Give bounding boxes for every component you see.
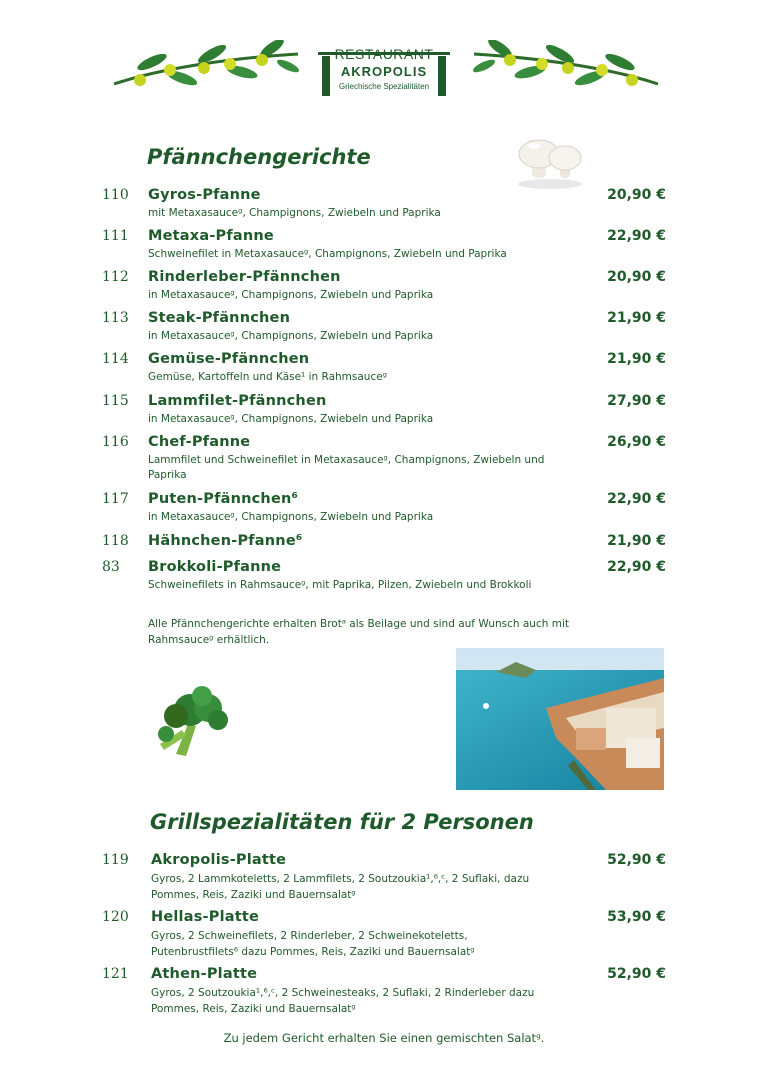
item-name: Steak-Pfännchen: [148, 310, 291, 326]
item-price: 21,90 €: [607, 310, 666, 326]
item-name: Gyros-Pfanne: [148, 187, 261, 203]
section-title-grillspezialitaeten: Grillspezialitäten für 2 Personen: [150, 810, 534, 834]
item-description: Lammfilet und Schweinefilet in Metaxasauceᵍ, Champignons, Zwiebeln und Paprika: [148, 454, 545, 481]
item-description: Schweinefilet in Metaxasauceᵍ, Champignons, Zwiebeln und Paprika: [148, 248, 507, 260]
item-name: Metaxa-Pfanne: [148, 228, 274, 244]
item-number: 119: [102, 852, 129, 868]
item-description: Gemüse, Kartoffeln und Käse¹ in Rahmsauceᵍ: [148, 371, 387, 383]
item-price: 21,90 €: [607, 351, 666, 367]
broccoli-image: [146, 684, 238, 758]
item-price: 21,90 €: [607, 533, 666, 549]
item-price: 27,90 €: [607, 393, 666, 409]
footer-note: Zu jedem Gericht erhalten Sie einen gemischten Salatᵍ.: [223, 1031, 545, 1045]
item-description: Gyros, 2 Soutzoukia¹,⁶,ᶜ, 2 Schweinesteaks, 2 Suflaki, 2 Rinderleber dazu Pommes, Reis, Zaziki und Bauernsalatᵍ: [151, 987, 535, 1015]
item-price: 20,90 €: [607, 187, 666, 203]
item-price: 20,90 €: [607, 269, 666, 285]
item-price: 53,90 €: [607, 909, 666, 925]
header: [0, 38, 768, 98]
item-description: in Metaxasauceᵍ, Champignons, Zwiebeln und Paprika: [148, 413, 434, 425]
item-number: 118: [102, 533, 129, 549]
item-name: Gemüse-Pfännchen: [148, 351, 310, 367]
item-name: Akropolis-Platte: [151, 852, 287, 868]
item-description: in Metaxasauceᵍ, Champignons, Zwiebeln und Paprika: [148, 511, 434, 523]
olive-branch-right-icon: [470, 40, 660, 96]
item-name: Rinderleber-Pfännchen: [148, 269, 341, 285]
item-number: 112: [102, 269, 129, 285]
olive-branch-left-icon: [112, 40, 302, 96]
section-title-pfannchengerichte: Pfännchengerichte: [147, 145, 371, 169]
item-name: Chef-Pfanne: [148, 434, 251, 450]
item-price: 22,90 €: [607, 491, 666, 507]
coastal-town-photo: [456, 648, 664, 790]
item-description: Schweinefilets in Rahmsauceᵍ, mit Paprika, Pilzen, Zwiebeln und Brokkoli: [148, 579, 532, 591]
item-name: Athen-Platte: [151, 966, 258, 982]
item-number: 110: [102, 187, 129, 203]
item-price: 22,90 €: [607, 228, 666, 244]
item-name: Hellas-Platte: [151, 909, 260, 925]
item-number: 116: [102, 434, 129, 450]
item-description: in Metaxasauceᵍ, Champignons, Zwiebeln und Paprika: [148, 330, 434, 342]
item-description: mit Metaxasauceᵍ, Champignons, Zwiebeln und Paprika: [148, 207, 441, 219]
item-number: 115: [102, 393, 129, 409]
item-number: 121: [102, 966, 129, 982]
mushroom-image: [514, 126, 586, 190]
item-name: Hähnchen-Pfanne⁶: [148, 533, 303, 549]
item-price: 52,90 €: [607, 852, 666, 868]
item-description: in Metaxasauceᵍ, Champignons, Zwiebeln und Paprika: [148, 289, 434, 301]
item-description: Gyros, 2 Schweinefilets, 2 Rinderleber, 2 Schweinekoteletts, Putenbrustfilets⁶ dazu Pommes, Reis, Zaziki und Bauernsalatᵍ: [151, 930, 475, 958]
item-name: Lammfilet-Pfännchen: [148, 393, 327, 409]
section-note: Alle Pfännchengerichte erhalten Brotᵃ als Beilage und sind auf Wunsch auch mit Rahmsauceᵍ erhältlich.: [148, 618, 569, 646]
item-description: Gyros, 2 Lammkoteletts, 2 Lammfilets, 2 Soutzoukia¹,⁶,ᶜ, 2 Suflaki, dazu Pommes, Reis, Zaziki und Bauernsalatᵍ: [151, 873, 530, 901]
item-number: 113: [102, 310, 129, 326]
item-price: 26,90 €: [607, 434, 666, 450]
item-number: 111: [102, 228, 129, 244]
item-number: 83: [102, 559, 120, 575]
item-number: 114: [102, 351, 129, 367]
item-name: Puten-Pfännchen⁶: [148, 491, 299, 507]
item-name: Brokkoli-Pfanne: [148, 559, 282, 575]
item-number: 117: [102, 491, 129, 507]
logo-line-subtitle: Griechische Spezialitäten: [338, 82, 430, 91]
item-price: 22,90 €: [607, 559, 666, 575]
item-price: 52,90 €: [607, 966, 666, 982]
logo-line-name: AKROPOLIS: [340, 64, 428, 79]
item-number: 120: [102, 909, 129, 925]
restaurant-logo: [318, 46, 450, 100]
